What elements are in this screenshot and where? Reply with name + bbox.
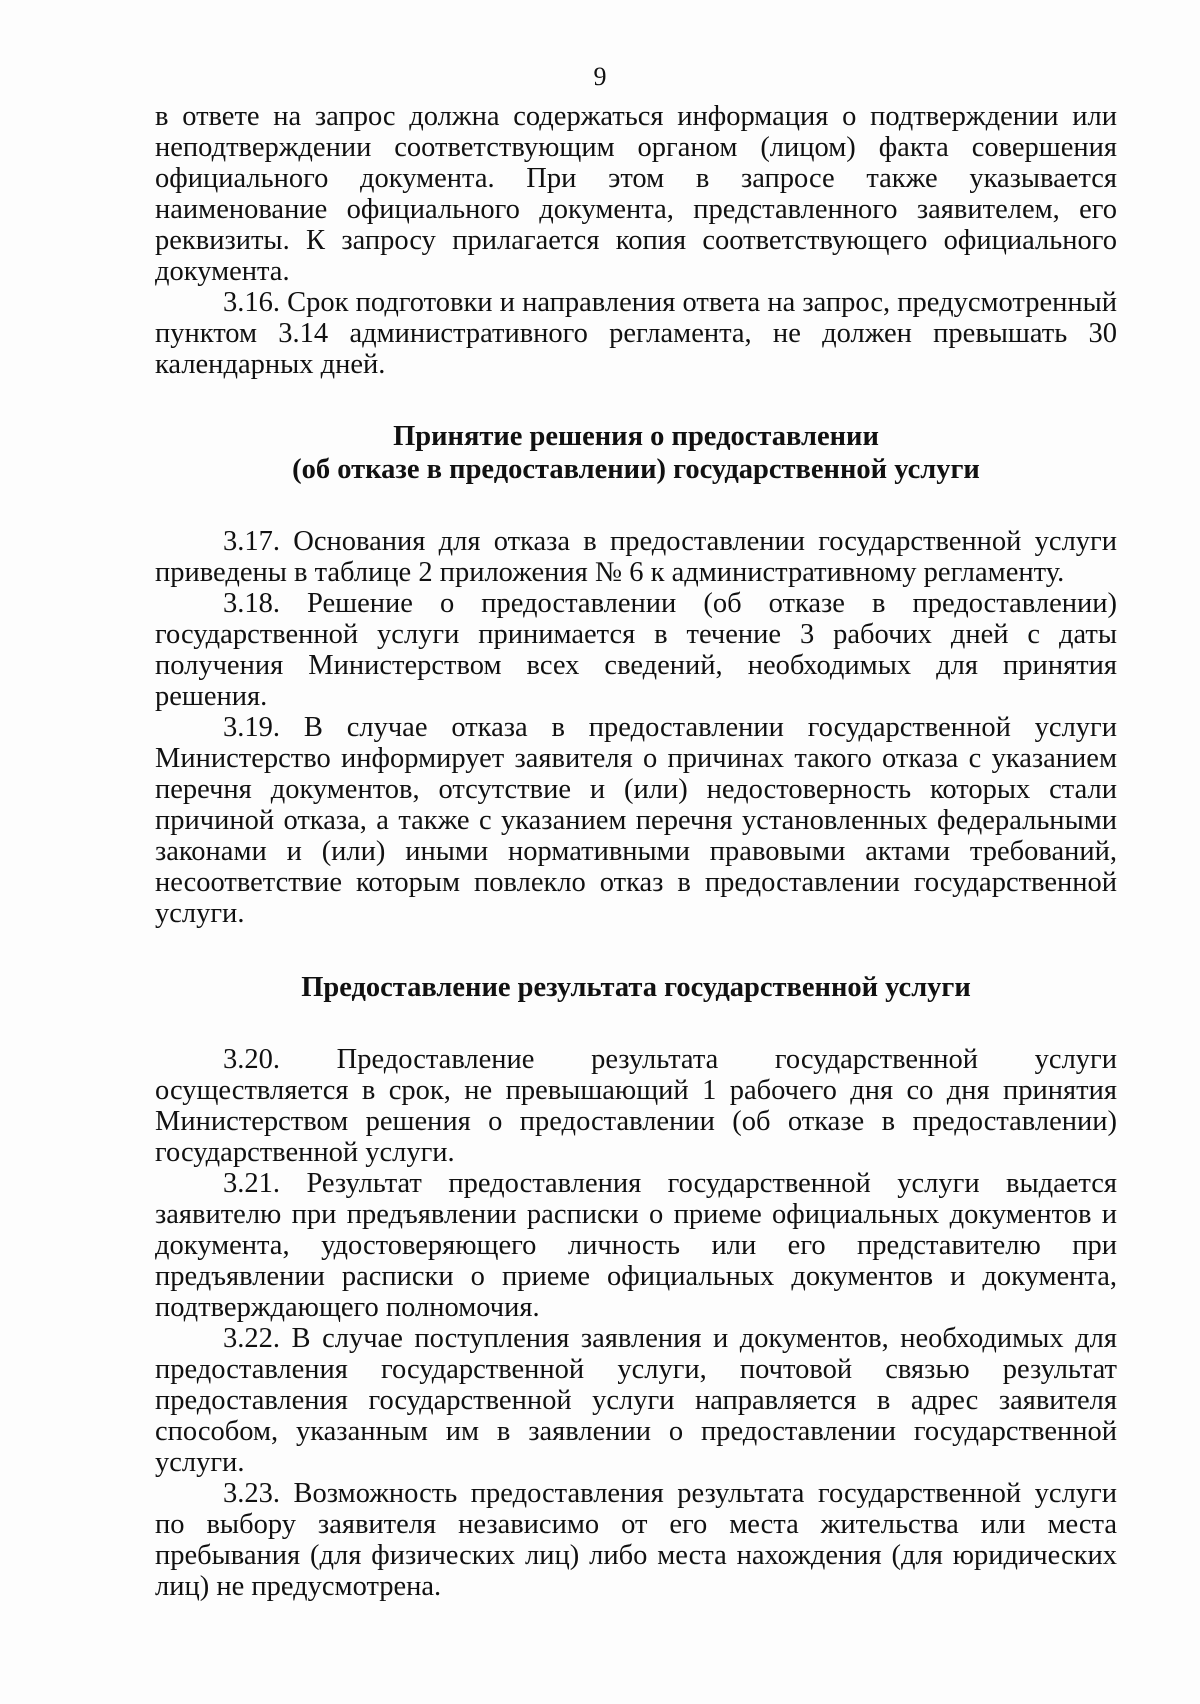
- section-heading-decision-line2: (об отказе в предоставлении) государственной услуги: [292, 454, 980, 485]
- paragraph-3-18: 3.18. Решение о предоставлении (об отказе в предоставлении) государственной услуги принимается в течение 3 рабочих дней с даты получения Министерством всех сведений, необходимых для принятия решения.: [155, 588, 1117, 712]
- paragraph-continuation: в ответе на запрос должна содержаться информация о подтверждении или неподтверждении соответствующим органом (лицом) факта совершения официального документа. При этом в запросе также указывается наименование официального документа, представленного заявителем, его реквизиты. К запросу прилагается копия соответствующего официального документа.: [155, 101, 1117, 287]
- paragraph-3-19: 3.19. В случае отказа в предоставлении государственной услуги Министерство информирует заявителя о причинах такого отказа с указанием перечня документов, отсутствие и (или) недостоверность которых стали причиной отказа, а также с указанием перечня установленных федеральными законами и (или) иными нормативными правовыми актами требований, несоответствие которым повлекло отказ в предоставлении государственной услуги.: [155, 712, 1117, 929]
- section-heading-decision-line1: Принятие решения о предоставлении: [393, 421, 879, 452]
- paragraph-3-17: 3.17. Основания для отказа в предоставлении государственной услуги приведены в таблице 2 приложения № 6 к административному регламенту.: [155, 526, 1117, 588]
- paragraph-3-21: 3.21. Результат предоставления государственной услуги выдается заявителю при предъявлении расписки о приеме официальных документов и документа, удостоверяющего личность или его представителю при предъявлении расписки о приеме официальных документов и документа, подтверждающего полномочия.: [155, 1168, 1117, 1323]
- document-body: [155, 101, 1117, 1602]
- section-heading-decision: [155, 420, 1117, 486]
- paragraph-3-23: 3.23. Возможность предоставления результата государственной услуги по выбору заявителя независимо от его места жительства или места пребывания (для физических лиц) либо места нахождения (для юридических лиц) не предусмотрена.: [155, 1478, 1117, 1602]
- paragraph-3-22: 3.22. В случае поступления заявления и документов, необходимых для предоставления государственной услуги, почтовой связью результат предоставления государственной услуги направляется в адрес заявителя способом, указанным им в заявлении о предоставлении государственной услуги.: [155, 1323, 1117, 1478]
- paragraph-3-16: 3.16. Срок подготовки и направления ответа на запрос, предусмотренный пунктом 3.14 административного регламента, не должен превышать 30 календарных дней.: [155, 287, 1117, 380]
- section-heading-result: Предоставление результата государственной услуги: [301, 972, 971, 1003]
- page-number: 9: [593, 62, 607, 91]
- paragraph-3-20: 3.20. Предоставление результата государственной услуги осуществляется в срок, не превышающий 1 рабочего дня со дня принятия Министерством решения о предоставлении (об отказе в предоставлении) государственной услуги.: [155, 1044, 1117, 1168]
